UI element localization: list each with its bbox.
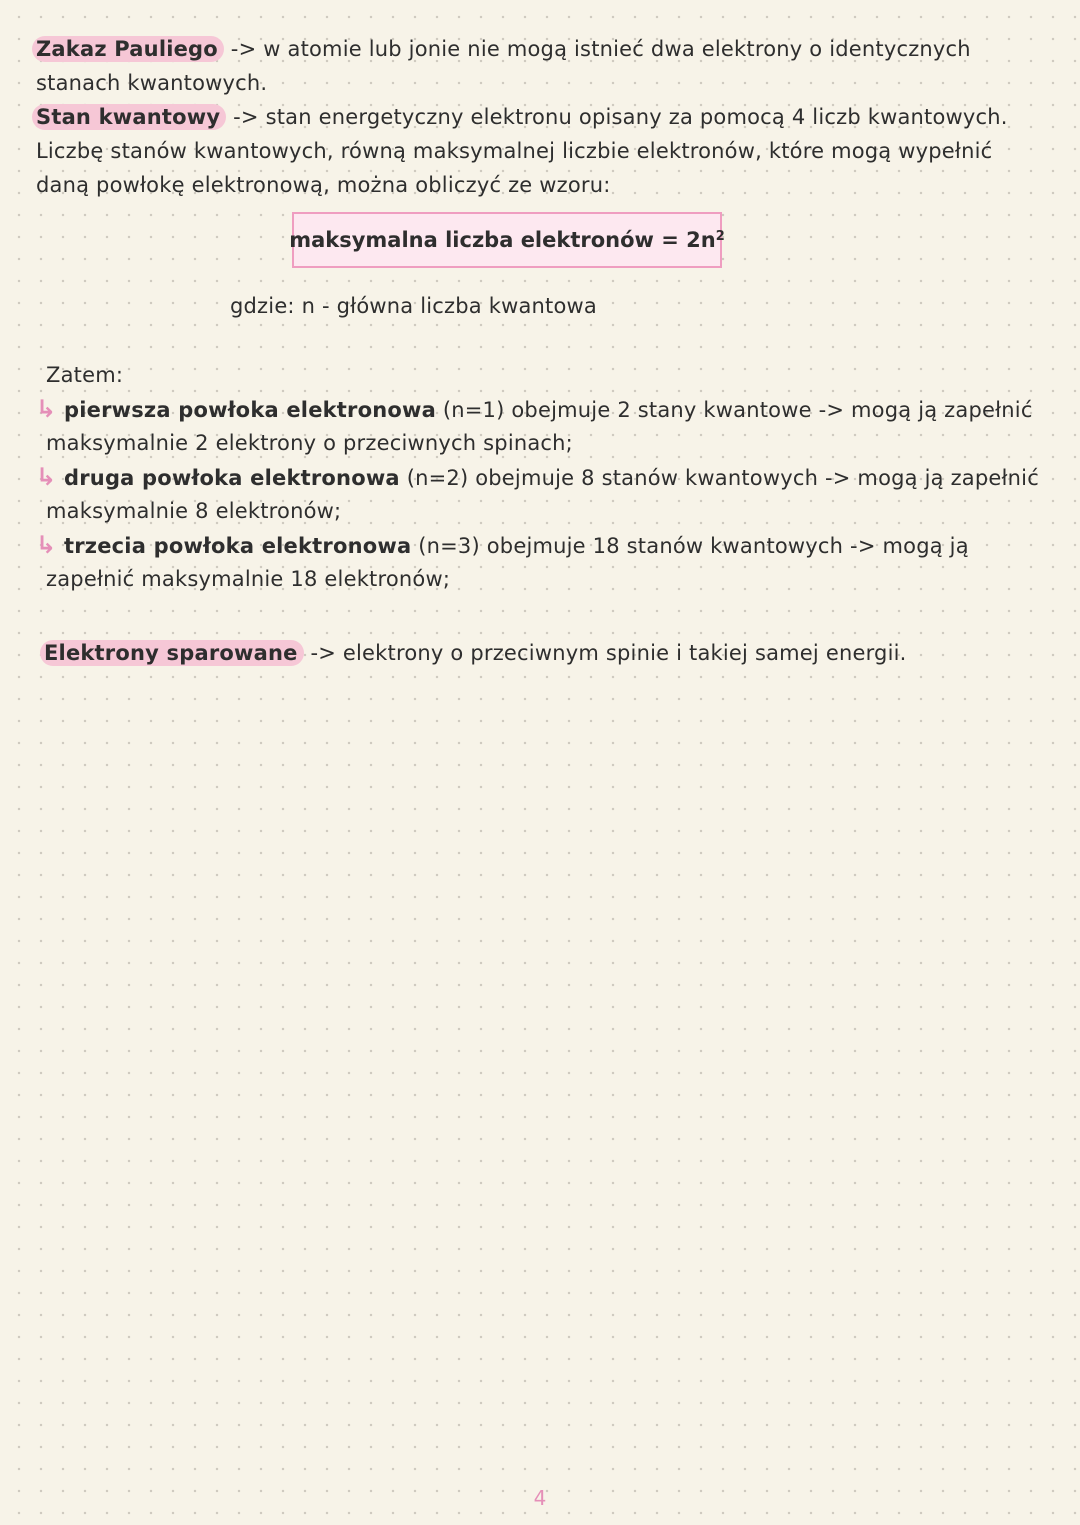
shell-title: trzecia powłoka elektronowa: [64, 534, 412, 558]
formula-text: maksymalna liczba elektronów = 2n: [289, 228, 716, 252]
paired-term: Elektrony sparowane: [40, 640, 304, 666]
shell-description: (n=2) obejmuje 8 stanów kwantowych -> mogą ją zapełnić: [399, 466, 1039, 490]
list-item: [36, 530, 969, 561]
shell-title: pierwsza powłoka elektronowa: [64, 398, 436, 422]
page-number: 4: [533, 1486, 547, 1510]
quantum-state-line-3: daną powłokę elektronową, można obliczyć ze wzoru:: [36, 173, 611, 197]
formula-box: [289, 212, 725, 268]
formula-where: gdzie: n - główna liczba kwantowa: [230, 294, 597, 318]
list-item-continuation: maksymalnie 8 elektronów;: [46, 499, 342, 523]
arrow-return-icon: ↳: [36, 395, 57, 423]
pauli-definition: -> w atomie lub jonie nie mogą istnieć dwa elektrony o identycznych: [223, 37, 971, 61]
arrow-return-icon: ↳: [36, 463, 57, 491]
quantum-state-line-1: [36, 102, 1008, 132]
list-item-continuation: zapełnić maksymalnie 18 elektronów;: [46, 567, 451, 591]
paired-definition: -> elektrony o przeciwnym spinie i takiej samej energii.: [303, 641, 907, 665]
list-item: [36, 462, 1039, 493]
quantum-state-line-2: Liczbę stanów kwantowych, równą maksymalnej liczbie elektronów, które mogą wypełnić: [36, 139, 993, 163]
pauli-line-1: [36, 34, 971, 64]
formula-exponent: 2: [715, 228, 725, 244]
quantum-state-definition: -> stan energetyczny elektronu opisany za pomocą 4 liczb kwantowych.: [226, 105, 1008, 129]
pauli-line-2: stanach kwantowych.: [36, 71, 268, 95]
shell-title: druga powłoka elektronowa: [64, 466, 400, 490]
list-item: [36, 394, 1033, 425]
shell-description: (n=1) obejmuje 2 stany kwantowe -> mogą ją zapełnić: [435, 398, 1033, 422]
pauli-term: Zakaz Pauliego: [32, 36, 224, 62]
quantum-state-term: Stan kwantowy: [32, 104, 226, 130]
shell-description: (n=3) obejmuje 18 stanów kwantowych -> mogą ją: [411, 534, 969, 558]
list-item-continuation: maksymalnie 2 elektrony o przeciwnych spinach;: [46, 431, 573, 455]
arrow-return-icon: ↳: [36, 531, 57, 559]
therefore-intro: Zatem:: [46, 363, 124, 387]
paired-line: [44, 638, 907, 668]
